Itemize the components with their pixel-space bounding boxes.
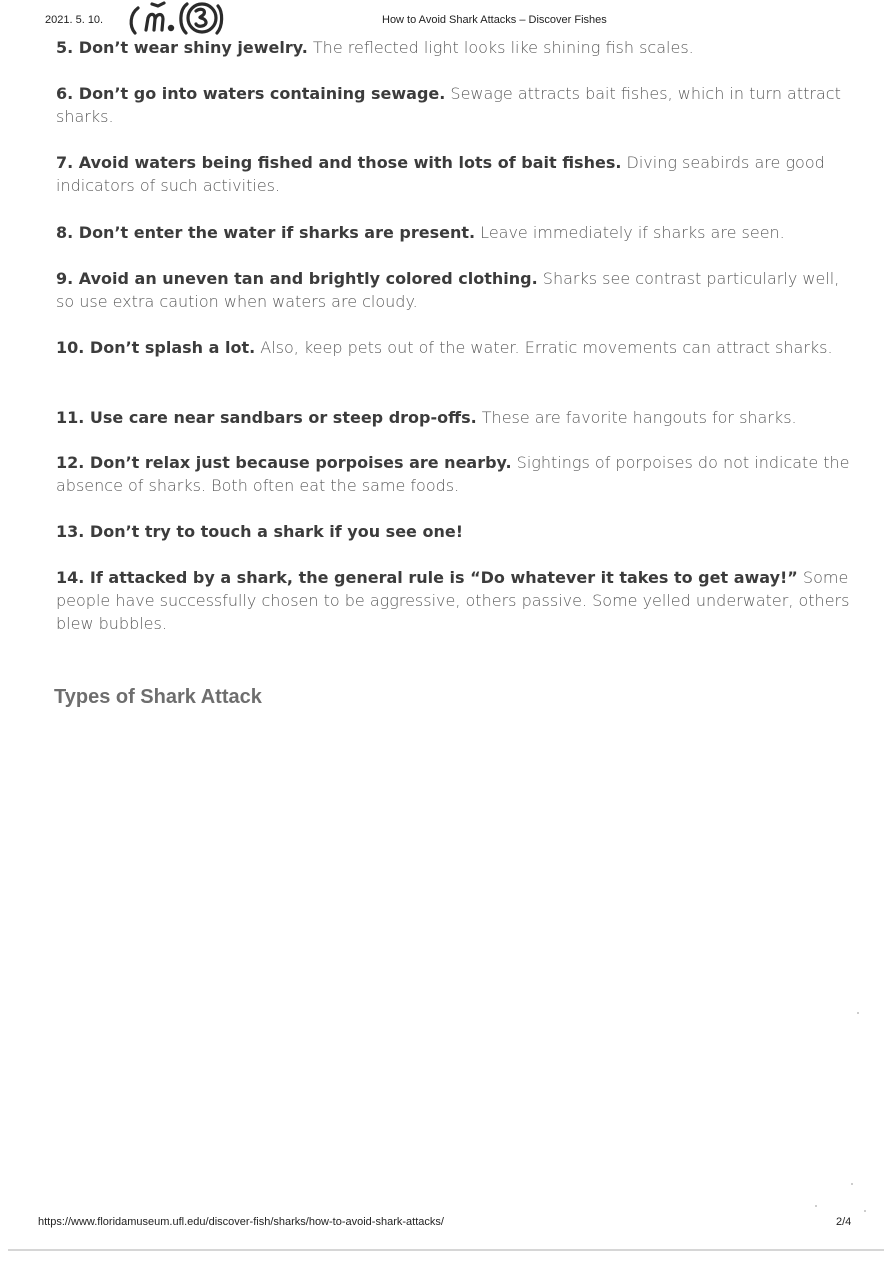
tip-text: Also, keep pets out of the water. Erratic movements can attract sharks. xyxy=(255,338,833,357)
tip-lead: 7. Avoid waters being fished and those with lots of bait fishes. xyxy=(56,153,622,172)
scan-speck xyxy=(815,1205,817,1207)
scan-speck xyxy=(857,1012,859,1014)
handwritten-note-icon xyxy=(124,0,254,36)
tip-lead: 11. Use care near sandbars or steep drop-offs. xyxy=(56,408,477,427)
scan-speck xyxy=(851,1183,853,1185)
tip-item xyxy=(56,336,833,359)
tip-item xyxy=(56,221,785,244)
tip-item xyxy=(56,267,851,313)
page-title: How to Avoid Shark Attacks – Discover Fishes xyxy=(382,14,607,26)
tip-item xyxy=(56,36,694,59)
tip-text: Sewage attracts bait fishes, which in turn attract sharks. xyxy=(56,84,841,126)
tip-item xyxy=(56,520,463,543)
tip-text: Sightings of porpoises do not indicate the absence of sharks. Both often eat the same foods. xyxy=(56,453,850,495)
tip-text: Leave immediately if sharks are seen. xyxy=(475,223,785,242)
tip-text: The reflected light looks like shining fish scales. xyxy=(307,38,694,57)
tip-lead: 6. Don’t go into waters containing sewage. xyxy=(56,84,446,103)
tip-lead: 12. Don’t relax just because porpoises are nearby. xyxy=(56,453,512,472)
tip-item xyxy=(56,82,851,128)
tip-lead: 8. Don’t enter the water if sharks are present. xyxy=(56,223,476,242)
print-date: 2021. 5. 10. xyxy=(45,14,104,26)
scan-edge-divider xyxy=(8,1249,884,1251)
tip-item xyxy=(56,151,851,197)
tip-text: Some people have successfully chosen to be aggressive, others passive. Some yelled underwater, others blew bubbles. xyxy=(56,568,850,633)
tip-lead: 13. Don’t try to touch a shark if you see one! xyxy=(56,522,464,541)
tip-lead: 10. Don’t splash a lot. xyxy=(56,338,256,357)
tip-item xyxy=(56,566,851,635)
tip-item xyxy=(56,406,797,429)
page-number: 2/4 xyxy=(836,1216,852,1228)
scan-speck xyxy=(864,1210,866,1212)
footer-url: https://www.floridamuseum.ufl.edu/discover-fish/sharks/how-to-avoid-shark-attacks/ xyxy=(38,1216,444,1228)
tip-lead: 9. Avoid an uneven tan and brightly colored clothing. xyxy=(56,269,538,288)
tip-lead: 14. If attacked by a shark, the general rule is “Do whatever it takes to get away!” xyxy=(56,568,798,587)
tip-lead: 5. Don’t wear shiny jewelry. xyxy=(56,38,308,57)
tip-text: Diving seabirds are good indicators of such activities. xyxy=(56,153,825,195)
tip-text: Sharks see contrast particularly well, so use extra caution when waters are cloudy. xyxy=(56,269,840,311)
section-heading: Types of Shark Attack xyxy=(54,686,262,708)
tip-item xyxy=(56,451,851,497)
tip-text: These are favorite hangouts for sharks. xyxy=(476,408,797,427)
